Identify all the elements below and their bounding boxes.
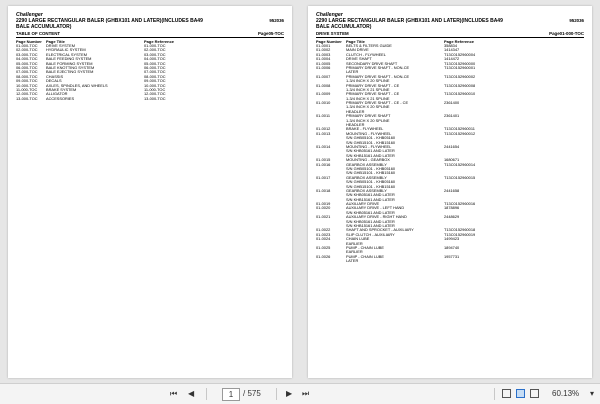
page-title-cell: 1-3/4 INCH X 21 SPLINE (346, 86, 390, 92)
page-number-cell: 06-000-TOC (16, 64, 38, 70)
page-number-cell: 01-0005 (316, 60, 331, 66)
page-title-cell: DRIVE SHAFT (346, 56, 372, 62)
page-number-cell: 01-0025 (316, 244, 331, 250)
page-reference-cell: T13C0152960014 (444, 161, 476, 167)
document-title: 2290 LARGE RECTANGULAR BALER (GHBX101 AND LATER)(INCLUDES BA49 BALE ACCUMULATOR) (16, 18, 203, 30)
viewer-toolbar (0, 383, 600, 404)
zoom-level[interactable]: 60.13% (552, 389, 580, 398)
next-page-icon: ▶ (286, 389, 293, 398)
page-reference-cell: 358834 (444, 43, 457, 48)
page-title-cell: LATER (346, 69, 359, 75)
section-title: DRIVE SYSTEM (316, 31, 349, 36)
toc-table (16, 44, 284, 101)
document-code: 952036 (269, 18, 284, 23)
page-reference-cell: 12-000-TOC (144, 91, 166, 97)
page-reference-cell: 2441658 (444, 187, 460, 193)
toolbar-divider (276, 388, 277, 400)
page-title-cell: MAIN DRIVE (346, 47, 369, 53)
page-number-cell: 11-000-TOC (16, 86, 38, 92)
page-number-cell: 01-0017 (316, 174, 331, 180)
page-number-cell: 01-000-TOC (16, 43, 38, 48)
page-title-cell: PRIMARY DRIVE SHAFT - NON-CE (346, 73, 410, 79)
page-number-cell: 01-0014 (316, 143, 331, 149)
page-title-cell: DECALS (46, 78, 62, 84)
pdf-page-right (308, 6, 592, 378)
page-title-cell: BALE KNOTTING SYSTEM (46, 64, 95, 70)
section-page-ref: Page01-000-TOC (549, 31, 584, 36)
page-reference-cell: T13C0152960019 (444, 231, 476, 237)
page-number-cell: 05-000-TOC (16, 60, 38, 66)
page-number-input[interactable]: 1 (222, 388, 240, 401)
page-title-cell: PRIMARY DRIVE SHAFT - NON-CE (346, 64, 410, 70)
prev-page-icon: ◀ (188, 389, 195, 398)
page-title-cell: ELECTRICAL SYSTEM (46, 51, 87, 57)
page-title-cell: S/N KHB05161 AND LATER (346, 192, 395, 198)
page-reference-cell: T13C0152960001 (444, 64, 476, 70)
page-reference-cell: 2361400 (444, 100, 460, 106)
page-reference-cell: T13C0152960011 (444, 126, 475, 132)
page-reference-cell: T13C0152960000 (444, 60, 476, 66)
document-code: 952036 (569, 18, 584, 23)
page-title-cell: S/N GHB15101 - KHB15160 (346, 183, 396, 189)
page-title-cell: GEARBOX ASSEMBLY (346, 161, 387, 167)
page-number-cell: 01-0016 (316, 161, 331, 167)
page-title-cell: BRAKE SYSTEM (46, 86, 77, 92)
page-title-cell: SHAFT AND SPROCKET - AUXILIARY (346, 227, 414, 233)
page-number-cell: 12-000-TOC (16, 91, 38, 97)
page-reference-cell: 02-000-TOC (144, 47, 166, 53)
page-number-cell: 01-0019 (316, 201, 331, 207)
next-page-button[interactable] (286, 384, 292, 404)
page-number-cell: 01-0020 (316, 205, 331, 211)
page-title-cell: PRIMARY DRIVE SHAFT - CE - CE (346, 100, 409, 106)
page-reference-cell: T13C0152960004 (444, 51, 476, 57)
page-reference-cell: 1499423 (444, 236, 460, 242)
page-number-cell: 01-0011 (316, 113, 330, 119)
section-header (316, 31, 584, 38)
document-title: 2290 LARGE RECTANGULAR BALER (GHBX101 AND LATER)(INCLUDES BA49 BALE ACCUMULATOR) (316, 18, 503, 30)
column-header: Page Number (316, 39, 342, 44)
page-reference-cell: 13-000-TOC (144, 95, 166, 101)
page-reference-cell: 2441654 (444, 143, 460, 149)
page-total: / 575 (243, 389, 261, 398)
page-title-cell: BELTS & FILTERS GUIDE (346, 43, 392, 48)
page-reference-cell: 2361401 (444, 113, 460, 119)
page-number-cell: 01-0007 (316, 73, 331, 79)
brand-name: Challenger (16, 12, 43, 18)
page-title-cell: BRAKE - FLYWHEEL (346, 126, 384, 132)
page-reference-cell: 1414472 (444, 56, 460, 62)
page-title-cell: S/N KHB15161 AND LATER (346, 152, 395, 158)
section-header (16, 31, 284, 38)
page-number-cell: 01-0003 (316, 51, 331, 57)
page-title-cell: PRIMARY DRIVE SHAFT - CE (346, 91, 400, 97)
page-title-cell: PRIMARY DRIVE SHAFT - CE (346, 82, 400, 88)
page-number-cell: 01-0002 (316, 47, 331, 53)
page-title-cell: S/N KHB15161 AND LATER (346, 223, 395, 229)
page-title-cell: 1-3/4 INCH X 21 SPLINE (346, 95, 390, 101)
prev-page-button[interactable] (188, 384, 194, 404)
page-number-cell: 01-0024 (316, 236, 331, 242)
section-title: TABLE OF CONTENT (16, 31, 61, 36)
zoom-dropdown-icon[interactable]: ▾ (590, 389, 595, 398)
page-title-cell: GEARBOX ASSEMBLY (346, 187, 387, 193)
fit-page-icon[interactable] (530, 389, 539, 398)
page-title-cell: LATER (346, 258, 359, 264)
page-reference-cell: 06-000-TOC (144, 64, 166, 70)
page-reference-cell: 2448629 (444, 214, 460, 220)
page-number-cell: 10-000-TOC (16, 82, 38, 88)
pdf-page-left (8, 6, 292, 378)
page-reference-cell: T13C0152960015 (444, 174, 476, 180)
page-reference-cell: 1957731 (444, 253, 460, 259)
page-title-cell: MOUNTING - FLYWHEEL (346, 130, 392, 136)
table-row (316, 259, 584, 263)
page-title-cell: EARLIER (346, 249, 363, 255)
page-reference-cell: T13C0152960008 (444, 82, 476, 88)
page-title-cell: CHAIN LUBE (346, 236, 370, 242)
page-title-cell: PUMP - CHAIN LUBE (346, 253, 384, 259)
page-number-cell: 09-000-TOC (16, 78, 38, 84)
page-number-cell: 03-000-TOC (16, 51, 38, 57)
page-number-cell: 13-000-TOC (16, 95, 38, 101)
table-row (16, 97, 284, 101)
page-title-cell: HYDRAULIC SYSTEM (46, 47, 86, 53)
page-reference-cell: 01-000-TOC (144, 43, 166, 48)
page-reference-cell: 1680671 (444, 157, 460, 163)
page-reference-cell: T13C0152960018 (444, 227, 476, 233)
page-title-cell: S/N KHB15161 AND LATER (346, 196, 395, 202)
page-title-cell: EARLIER (346, 240, 363, 246)
page-title-cell: S/N GHB05101 - KHB05160 (346, 135, 396, 141)
page-title-cell: 1-3/4 INCH X 20 SPLINE (346, 117, 390, 123)
toolbar-divider (206, 388, 207, 400)
page-title-cell: S/N KHB05161 AND LATER (346, 218, 395, 224)
page-number-cell: 01-0001 (316, 43, 331, 48)
page-number-cell: 04-000-TOC (16, 56, 38, 62)
page-number-cell: 01-0018 (316, 187, 331, 193)
two-page-view-icon[interactable] (516, 389, 525, 398)
page-title-cell: ALLIGATOR (46, 91, 68, 97)
page-number-cell: 01-0021 (316, 214, 331, 220)
page-title-cell: HEADLER (346, 108, 365, 114)
page-title-cell: DRIVE SYSTEM (46, 43, 75, 48)
page-number-cell: 08-000-TOC (16, 73, 38, 79)
toolbar-divider (494, 388, 495, 400)
page-title-cell: BALE FORMING SYSTEM (46, 60, 93, 66)
page-number-cell: 01-0006 (316, 64, 331, 70)
page-title-cell: 1-3/4 INCH X 20 SPLINE (346, 78, 390, 84)
page-title-cell: SECONDARY DRIVE SHAFT (346, 60, 398, 66)
page-number-cell: 01-0012 (316, 126, 331, 132)
section-page-ref: Page05-TOC (257, 31, 284, 36)
page-reference-cell: 05-000-TOC (144, 60, 166, 66)
page-title-cell: BALE EJECTING SYSTEM (46, 69, 94, 75)
page-title-cell: MOUNTING - FLYWHEEL (346, 143, 392, 149)
page-number-cell: 01-0023 (316, 231, 331, 237)
page-number-cell: 01-0010 (316, 100, 331, 106)
page-reference-cell: 08-000-TOC (144, 73, 166, 79)
page-reference-cell: T13C0152960002 (444, 73, 476, 79)
page-reference-cell: 03-000-TOC (144, 51, 166, 57)
page-reference-cell: 09-000-TOC (144, 78, 166, 84)
page-title-cell: PRIMARY DRIVE SHAFT (346, 113, 391, 119)
page-title-cell: GEARBOX ASSEMBLY (346, 174, 387, 180)
page-reference-cell: 04-000-TOC (144, 56, 166, 62)
page-reference-cell: T13C0152960012 (444, 130, 476, 136)
column-header: Page Number (16, 39, 42, 44)
brand-name: Challenger (316, 12, 343, 18)
last-page-button[interactable] (302, 384, 309, 404)
page-number-cell: 01-0022 (316, 227, 331, 233)
page-number-cell: 01-0009 (316, 91, 331, 97)
page-title-cell: AXLES, SPINDLES, AND WHEELS (46, 82, 108, 88)
page-title-cell: AUXILIARY DRIVE - LEFT HAND (346, 205, 405, 211)
page-number-cell: 01-0026 (316, 253, 331, 259)
page-number-cell: 01-0004 (316, 56, 331, 62)
page-reference-cell: 1878896 (444, 205, 460, 211)
page-title-cell: CLUTCH - FLYWHEEL (346, 51, 386, 57)
page-title-cell: AUXILIARY DRIVE (346, 201, 380, 207)
page-title-cell: HEADLER (346, 122, 365, 128)
page-title-cell: SLIP CLUTCH - AUXILIARY (346, 231, 395, 237)
page-reference-cell: 07-000-TOC (144, 69, 166, 75)
page-number-cell: 02-000-TOC (16, 47, 38, 53)
column-header: Page Title (46, 39, 65, 44)
page-reference-cell: 1414347 (444, 47, 460, 53)
page-reference-cell: 10-000-TOC (144, 82, 166, 88)
last-page-icon: ⏭ (302, 389, 310, 398)
page-title-cell: S/N KHB05161 AND LATER (346, 148, 395, 154)
page-reference-cell: T13C0152960010 (444, 91, 476, 97)
page-reference-cell: T13C0152960016 (444, 201, 476, 207)
page-title-cell: PUMP - CHAIN LUBE (346, 244, 384, 250)
page-title-cell: AUXILIARY DRIVE - RIGHT HAND (346, 214, 407, 220)
column-header: Page Reference (144, 39, 175, 44)
first-page-button[interactable] (170, 384, 177, 404)
page-reference-cell: 1894740 (444, 244, 460, 250)
page-reference-cell: 11-000-TOC (144, 86, 166, 92)
page-title-cell: S/N GHB05101 - KHB05160 (346, 165, 396, 171)
column-header: Page Reference (444, 39, 475, 44)
page-title-cell: 1-3/4 INCH X 20 SPLINE (346, 104, 390, 110)
page-title-cell: S/N GHB05101 - KHB05160 (346, 179, 396, 185)
page-number-cell: 01-0008 (316, 82, 331, 88)
page-number-cell: 07-000-TOC (16, 69, 38, 75)
page-title-cell: S/N KHB05161 AND LATER (346, 209, 395, 215)
first-page-icon: ⏮ (170, 389, 178, 398)
page-title-cell: ACCESSORIES (46, 95, 75, 101)
page-number-cell: 01-0015 (316, 157, 331, 163)
page-title-cell: MOUNTING - GEARBOX (346, 157, 390, 163)
column-header: Page Title (346, 39, 365, 44)
page-title-cell: BALE FEEDING SYSTEM (46, 56, 92, 62)
page-title-cell: CHASSIS (46, 73, 64, 79)
page-title-cell: S/N GHB15101 - KHB15160 (346, 139, 396, 145)
toc-table (316, 44, 584, 264)
page-number-cell: 01-0013 (316, 130, 331, 136)
page-title-cell: S/N GHB15101 - KHB15160 (346, 170, 396, 176)
single-page-view-icon[interactable] (502, 389, 511, 398)
